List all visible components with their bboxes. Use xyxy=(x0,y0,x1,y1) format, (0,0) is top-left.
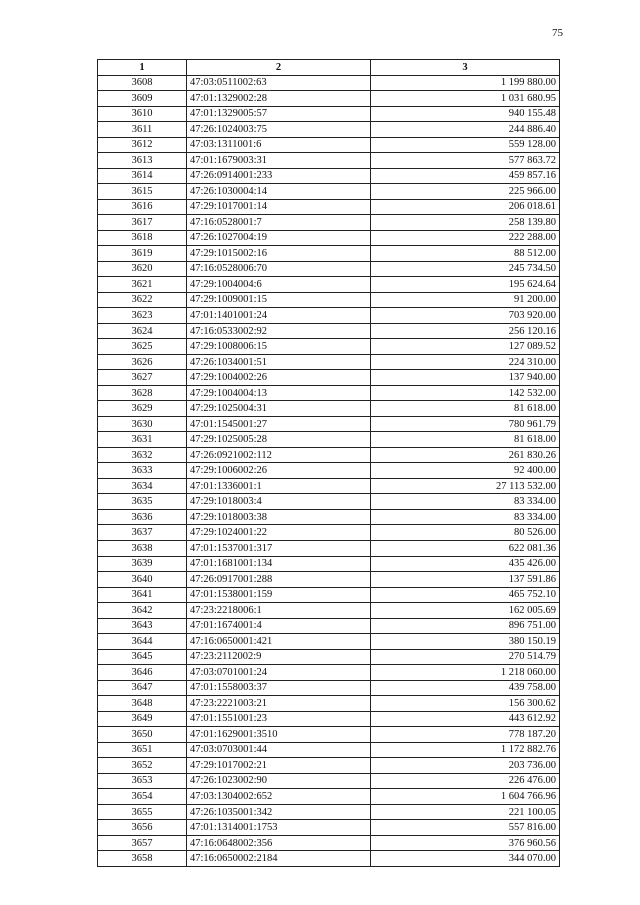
row-number-cell: 3632 xyxy=(98,447,187,463)
row-number-cell: 3655 xyxy=(98,804,187,820)
table-row xyxy=(98,385,560,401)
row-number-cell: 3653 xyxy=(98,773,187,789)
cadastral-value-cell: 439 758.00 xyxy=(371,680,560,696)
cadastral-number-cell: 47:01:1681001:134 xyxy=(187,556,371,572)
cadastral-number-cell: 47:16:0528006:70 xyxy=(187,261,371,277)
table-row xyxy=(98,665,560,681)
table-row xyxy=(98,215,560,231)
row-number-cell: 3618 xyxy=(98,230,187,246)
row-number-cell: 3611 xyxy=(98,122,187,138)
table-row xyxy=(98,184,560,200)
table-row xyxy=(98,354,560,370)
cadastral-number-cell: 47:01:1551001:23 xyxy=(187,711,371,727)
cadastral-value-cell: 81 618.00 xyxy=(371,432,560,448)
table-row xyxy=(98,401,560,417)
cadastral-number-cell: 47:01:1329005:57 xyxy=(187,106,371,122)
cadastral-value-cell: 559 128.00 xyxy=(371,137,560,153)
cadastral-value-cell: 81 618.00 xyxy=(371,401,560,417)
cadastral-number-cell: 47:03:1311001:6 xyxy=(187,137,371,153)
row-number-cell: 3649 xyxy=(98,711,187,727)
table-row xyxy=(98,742,560,758)
table-row xyxy=(98,804,560,820)
table-row xyxy=(98,494,560,510)
table-row xyxy=(98,168,560,184)
row-number-cell: 3620 xyxy=(98,261,187,277)
cadastral-number-cell: 47:16:0533002:92 xyxy=(187,323,371,339)
cadastral-number-cell: 47:29:1015002:16 xyxy=(187,246,371,262)
cadastral-number-cell: 47:29:1008006:15 xyxy=(187,339,371,355)
cadastral-value-cell: 557 816.00 xyxy=(371,820,560,836)
column-header-value: 3 xyxy=(371,60,560,76)
column-header-number: 1 xyxy=(98,60,187,76)
cadastral-number-cell: 47:16:0528001:7 xyxy=(187,215,371,231)
cadastral-value-cell: 224 310.00 xyxy=(371,354,560,370)
cadastral-number-cell: 47:26:1034001:51 xyxy=(187,354,371,370)
cadastral-number-cell: 47:01:1629001:3510 xyxy=(187,727,371,743)
cadastral-value-cell: 137 591.86 xyxy=(371,572,560,588)
row-number-cell: 3610 xyxy=(98,106,187,122)
row-number-cell: 3621 xyxy=(98,277,187,293)
table-row xyxy=(98,711,560,727)
row-number-cell: 3634 xyxy=(98,478,187,494)
row-number-cell: 3609 xyxy=(98,91,187,107)
table-row xyxy=(98,587,560,603)
table-row xyxy=(98,308,560,324)
page-number: 75 xyxy=(552,27,563,39)
table-row xyxy=(98,137,560,153)
cadastral-value-cell: 1 172 882.76 xyxy=(371,742,560,758)
row-number-cell: 3646 xyxy=(98,665,187,681)
cadastral-number-cell: 47:29:1004004:13 xyxy=(187,385,371,401)
row-number-cell: 3652 xyxy=(98,758,187,774)
cadastral-number-cell: 47:29:1018003:4 xyxy=(187,494,371,510)
row-number-cell: 3626 xyxy=(98,354,187,370)
table-row xyxy=(98,261,560,277)
row-number-cell: 3639 xyxy=(98,556,187,572)
table-row xyxy=(98,122,560,138)
table-row xyxy=(98,634,560,650)
cadastral-value-cell: 376 960.56 xyxy=(371,835,560,851)
row-number-cell: 3623 xyxy=(98,308,187,324)
row-number-cell: 3641 xyxy=(98,587,187,603)
cadastral-number-cell: 47:03:0701001:24 xyxy=(187,665,371,681)
row-number-cell: 3624 xyxy=(98,323,187,339)
table-row xyxy=(98,91,560,107)
cadastral-value-cell: 940 155.48 xyxy=(371,106,560,122)
table-row xyxy=(98,789,560,805)
row-number-cell: 3645 xyxy=(98,649,187,665)
table-row xyxy=(98,230,560,246)
cadastral-value-cell: 1 031 680.95 xyxy=(371,91,560,107)
cadastral-value-cell: 1 604 766.96 xyxy=(371,789,560,805)
table-row xyxy=(98,153,560,169)
cadastral-number-cell: 47:03:0703001:44 xyxy=(187,742,371,758)
row-number-cell: 3633 xyxy=(98,463,187,479)
cadastral-number-cell: 47:16:0648002:356 xyxy=(187,835,371,851)
row-number-cell: 3638 xyxy=(98,540,187,556)
row-number-cell: 3615 xyxy=(98,184,187,200)
cadastral-value-cell: 258 139.80 xyxy=(371,215,560,231)
cadastral-value-cell: 91 200.00 xyxy=(371,292,560,308)
cadastral-value-cell: 162 005.69 xyxy=(371,603,560,619)
row-number-cell: 3631 xyxy=(98,432,187,448)
cadastral-value-cell: 778 187.20 xyxy=(371,727,560,743)
cadastral-value-cell: 256 120.16 xyxy=(371,323,560,339)
cadastral-number-cell: 47:01:1329002:28 xyxy=(187,91,371,107)
row-number-cell: 3635 xyxy=(98,494,187,510)
cadastral-number-cell: 47:23:2218006:1 xyxy=(187,603,371,619)
cadastral-number-cell: 47:29:1004004:6 xyxy=(187,277,371,293)
row-number-cell: 3651 xyxy=(98,742,187,758)
table-row xyxy=(98,618,560,634)
cadastral-value-cell: 1 218 060.00 xyxy=(371,665,560,681)
row-number-cell: 3648 xyxy=(98,696,187,712)
cadastral-number-cell: 47:26:1030004:14 xyxy=(187,184,371,200)
cadastral-number-cell: 47:29:1004002:26 xyxy=(187,370,371,386)
cadastral-value-cell: 92 400.00 xyxy=(371,463,560,479)
cadastral-value-cell: 896 751.00 xyxy=(371,618,560,634)
cadastral-value-cell: 88 512.00 xyxy=(371,246,560,262)
row-number-cell: 3657 xyxy=(98,835,187,851)
table-row xyxy=(98,540,560,556)
cadastral-number-cell: 47:01:1336001:1 xyxy=(187,478,371,494)
row-number-cell: 3627 xyxy=(98,370,187,386)
cadastral-number-cell: 47:01:1679003:31 xyxy=(187,153,371,169)
cadastral-value-cell: 142 532.00 xyxy=(371,385,560,401)
row-number-cell: 3642 xyxy=(98,603,187,619)
table-row xyxy=(98,370,560,386)
row-number-cell: 3613 xyxy=(98,153,187,169)
table-row xyxy=(98,556,560,572)
row-number-cell: 3650 xyxy=(98,727,187,743)
table-row xyxy=(98,820,560,836)
cadastral-value-cell: 459 857.16 xyxy=(371,168,560,184)
table-row xyxy=(98,835,560,851)
row-number-cell: 3637 xyxy=(98,525,187,541)
cadastral-value-cell: 83 334.00 xyxy=(371,494,560,510)
row-number-cell: 3647 xyxy=(98,680,187,696)
cadastral-number-cell: 47:29:1009001:15 xyxy=(187,292,371,308)
table-row xyxy=(98,106,560,122)
cadastral-number-cell: 47:01:1538001:159 xyxy=(187,587,371,603)
cadastral-value-cell: 203 736.00 xyxy=(371,758,560,774)
row-number-cell: 3630 xyxy=(98,416,187,432)
cadastral-value-cell: 80 526.00 xyxy=(371,525,560,541)
cadastral-value-cell: 137 940.00 xyxy=(371,370,560,386)
table-row xyxy=(98,246,560,262)
cadastral-value-cell: 780 961.79 xyxy=(371,416,560,432)
cadastral-number-cell: 47:01:1674001:4 xyxy=(187,618,371,634)
table-row xyxy=(98,447,560,463)
cadastral-number-cell: 47:26:1027004:19 xyxy=(187,230,371,246)
table-row xyxy=(98,277,560,293)
cadastral-value-table xyxy=(97,59,560,867)
cadastral-value-cell: 270 514.79 xyxy=(371,649,560,665)
cadastral-value-cell: 127 089.52 xyxy=(371,339,560,355)
table-row xyxy=(98,432,560,448)
table-row xyxy=(98,851,560,867)
cadastral-number-cell: 47:26:0917001:288 xyxy=(187,572,371,588)
table-row xyxy=(98,339,560,355)
cadastral-number-cell: 47:26:0921002:112 xyxy=(187,447,371,463)
row-number-cell: 3644 xyxy=(98,634,187,650)
table-row xyxy=(98,463,560,479)
cadastral-value-cell: 225 966.00 xyxy=(371,184,560,200)
cadastral-number-cell: 47:29:1024001:22 xyxy=(187,525,371,541)
cadastral-value-cell: 465 752.10 xyxy=(371,587,560,603)
row-number-cell: 3654 xyxy=(98,789,187,805)
column-header-cadastral-number: 2 xyxy=(187,60,371,76)
table-row xyxy=(98,199,560,215)
row-number-cell: 3612 xyxy=(98,137,187,153)
table-row xyxy=(98,758,560,774)
cadastral-number-cell: 47:01:1314001:1753 xyxy=(187,820,371,836)
cadastral-value-cell: 1 199 880.00 xyxy=(371,75,560,91)
row-number-cell: 3636 xyxy=(98,509,187,525)
cadastral-number-cell: 47:01:1401001:24 xyxy=(187,308,371,324)
cadastral-number-cell: 47:29:1025005:28 xyxy=(187,432,371,448)
cadastral-value-cell: 703 920.00 xyxy=(371,308,560,324)
table-row xyxy=(98,323,560,339)
cadastral-value-cell: 344 070.00 xyxy=(371,851,560,867)
table-row xyxy=(98,416,560,432)
cadastral-number-cell: 47:01:1558003:37 xyxy=(187,680,371,696)
row-number-cell: 3616 xyxy=(98,199,187,215)
cadastral-value-cell: 261 830.26 xyxy=(371,447,560,463)
table-row xyxy=(98,292,560,308)
table-row xyxy=(98,509,560,525)
cadastral-number-cell: 47:29:1017001:14 xyxy=(187,199,371,215)
cadastral-number-cell: 47:16:0650002:2184 xyxy=(187,851,371,867)
row-number-cell: 3619 xyxy=(98,246,187,262)
cadastral-value-cell: 622 081.36 xyxy=(371,540,560,556)
cadastral-number-cell: 47:26:1024003:75 xyxy=(187,122,371,138)
cadastral-value-cell: 380 150.19 xyxy=(371,634,560,650)
table-body xyxy=(98,75,560,866)
cadastral-number-cell: 47:29:1006002:26 xyxy=(187,463,371,479)
cadastral-value-cell: 195 624.64 xyxy=(371,277,560,293)
row-number-cell: 3614 xyxy=(98,168,187,184)
table-row xyxy=(98,75,560,91)
table-row xyxy=(98,649,560,665)
row-number-cell: 3656 xyxy=(98,820,187,836)
cadastral-value-cell: 577 863.72 xyxy=(371,153,560,169)
table-row xyxy=(98,478,560,494)
cadastral-number-cell: 47:26:0914001:233 xyxy=(187,168,371,184)
row-number-cell: 3640 xyxy=(98,572,187,588)
table-row xyxy=(98,680,560,696)
cadastral-number-cell: 47:29:1017002:21 xyxy=(187,758,371,774)
cadastral-number-cell: 47:03:1304002:652 xyxy=(187,789,371,805)
table-row xyxy=(98,572,560,588)
table-row xyxy=(98,696,560,712)
table-header-row xyxy=(98,60,560,76)
cadastral-value-cell: 244 886.40 xyxy=(371,122,560,138)
table-row xyxy=(98,773,560,789)
cadastral-number-cell: 47:29:1025004:31 xyxy=(187,401,371,417)
cadastral-value-cell: 222 288.00 xyxy=(371,230,560,246)
cadastral-number-cell: 47:16:0650001:421 xyxy=(187,634,371,650)
row-number-cell: 3658 xyxy=(98,851,187,867)
cadastral-number-cell: 47:01:1537001:317 xyxy=(187,540,371,556)
table-row xyxy=(98,603,560,619)
cadastral-number-cell: 47:23:2221003:21 xyxy=(187,696,371,712)
row-number-cell: 3629 xyxy=(98,401,187,417)
row-number-cell: 3643 xyxy=(98,618,187,634)
cadastral-number-cell: 47:26:1035001:342 xyxy=(187,804,371,820)
row-number-cell: 3617 xyxy=(98,215,187,231)
row-number-cell: 3622 xyxy=(98,292,187,308)
table-row xyxy=(98,727,560,743)
cadastral-number-cell: 47:03:0511002:63 xyxy=(187,75,371,91)
cadastral-number-cell: 47:23:2112002:9 xyxy=(187,649,371,665)
row-number-cell: 3625 xyxy=(98,339,187,355)
cadastral-value-cell: 443 612.92 xyxy=(371,711,560,727)
cadastral-value-cell: 245 734.50 xyxy=(371,261,560,277)
cadastral-value-cell: 83 334.00 xyxy=(371,509,560,525)
cadastral-value-cell: 221 100.05 xyxy=(371,804,560,820)
cadastral-value-cell: 226 476.00 xyxy=(371,773,560,789)
cadastral-value-cell: 435 426.00 xyxy=(371,556,560,572)
row-number-cell: 3608 xyxy=(98,75,187,91)
row-number-cell: 3628 xyxy=(98,385,187,401)
table-row xyxy=(98,525,560,541)
cadastral-value-cell: 206 018.61 xyxy=(371,199,560,215)
cadastral-value-cell: 156 300.62 xyxy=(371,696,560,712)
cadastral-number-cell: 47:29:1018003:38 xyxy=(187,509,371,525)
cadastral-number-cell: 47:26:1023002:90 xyxy=(187,773,371,789)
cadastral-value-cell: 27 113 532.00 xyxy=(371,478,560,494)
cadastral-number-cell: 47:01:1545001:27 xyxy=(187,416,371,432)
